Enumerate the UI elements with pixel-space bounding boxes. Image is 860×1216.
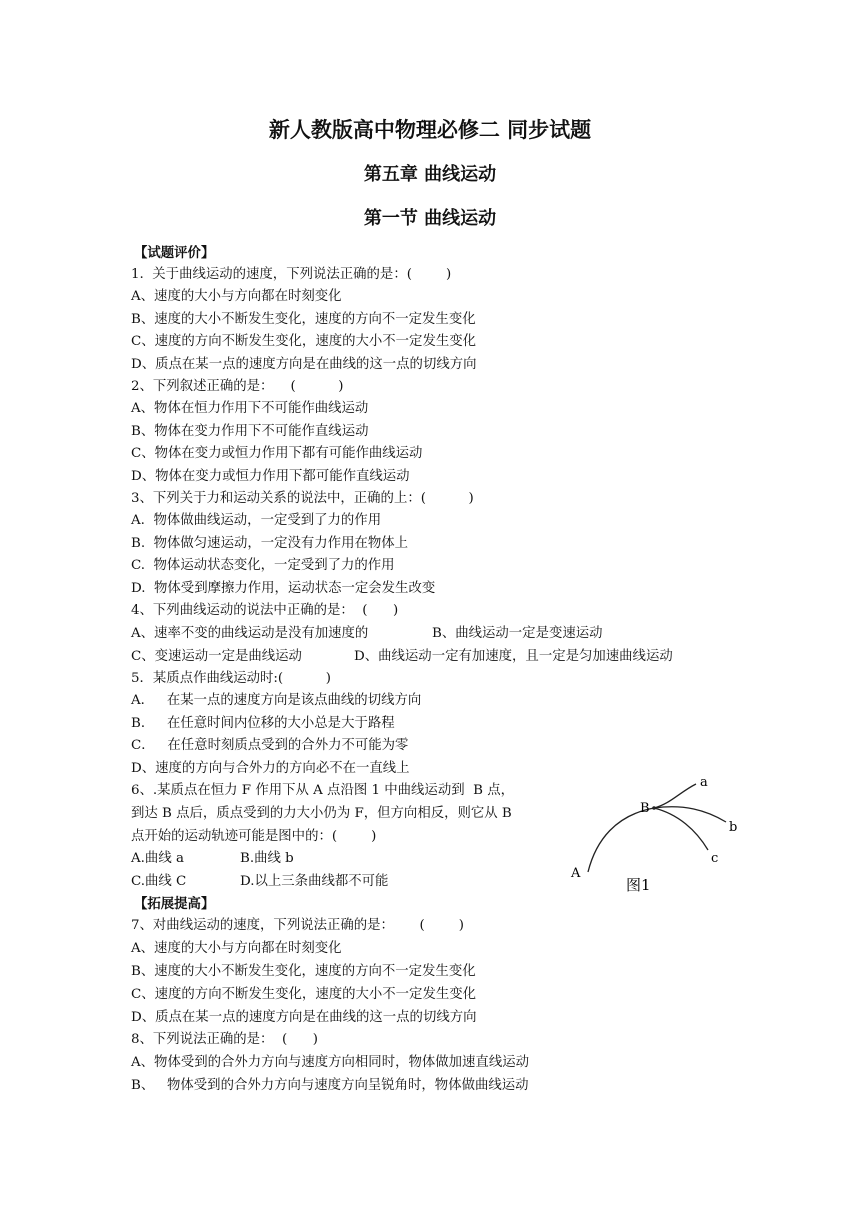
- question-6-line-2: 到达 B 点后，质点受到的力大小仍为 F，但方向相反，则它从 B: [131, 806, 512, 821]
- section-heading-evaluation: 【试题评价】: [134, 245, 215, 261]
- question-4-option-d: D、曲线运动一定有加速度，且一定是匀加速曲线运动: [354, 649, 673, 664]
- label-curve-a: a: [700, 775, 708, 790]
- question-1-option-c: C、速度的方向不断发生变化，速度的大小不一定发生变化: [131, 334, 477, 349]
- question-7-option-a: A、速度的大小与方向都在时刻变化: [131, 941, 342, 956]
- question-6-option-c: C.曲线 C: [131, 874, 187, 889]
- label-curve-c: c: [711, 851, 719, 866]
- curve-a: [654, 784, 696, 808]
- section-heading-extension: 【拓展提高】: [134, 896, 215, 912]
- question-4-stem: 4、下列曲线运动的说法中正确的是： ( ): [131, 603, 399, 618]
- figure-caption: 图1: [626, 876, 651, 894]
- question-3-stem: 3、下列关于力和运动关系的说法中，正确的上：( ): [131, 491, 474, 506]
- question-3-option-c: C. 物体运动状态变化，一定受到了力的作用: [131, 558, 395, 573]
- question-7-option-b: B、速度的大小不断发生变化，速度的方向不一定发生变化: [131, 964, 476, 979]
- question-1-option-d: D、质点在某一点的速度方向是在曲线的这一点的切线方向: [131, 357, 477, 372]
- question-5-option-b: B． 在任意时间内位移的大小总是大于路程: [131, 716, 395, 731]
- label-point-A: A: [571, 866, 581, 881]
- question-5-option-a: A． 在某一点的速度方向是该点曲线的切线方向: [131, 693, 422, 708]
- page-title: 新人教版高中物理必修二 同步试题: [268, 118, 592, 142]
- question-1-option-a: A、速度的大小与方向都在时刻变化: [131, 289, 342, 304]
- question-6-line-3: 点开始的运动轨迹可能是图中的：( ): [131, 829, 377, 844]
- question-2-option-a: A、物体在恒力作用下不可能作曲线运动: [131, 401, 369, 416]
- question-4-option-a: A、速率不变的曲线运动是没有加速度的: [131, 626, 369, 641]
- question-8-option-b: B、 物体受到的合外力方向与速度方向呈锐角时，物体做曲线运动: [131, 1078, 529, 1093]
- curve-b: [654, 807, 726, 822]
- question-5-stem: 5．某质点作曲线运动时:( ): [131, 671, 331, 686]
- curve-c: [654, 808, 708, 850]
- label-curve-b: b: [729, 820, 738, 835]
- question-6-option-a: A.曲线 a: [131, 851, 184, 866]
- question-2-option-c: C、物体在变力或恒力作用下都有可能作曲线运动: [131, 446, 423, 461]
- point-b-marker: [652, 806, 656, 810]
- question-5-option-d: D、速度的方向与合外力的方向必不在一直线上: [131, 761, 410, 776]
- question-1-option-b: B、速度的大小不断发生变化，速度的方向不一定发生变化: [131, 312, 476, 327]
- chapter-title: 第五章 曲线运动: [363, 164, 497, 185]
- question-7-option-d: D、质点在某一点的速度方向是在曲线的这一点的切线方向: [131, 1010, 477, 1025]
- question-2-option-b: B、物体在变力作用下不可能作直线运动: [131, 424, 369, 439]
- question-6-option-b: B.曲线 b: [240, 851, 294, 866]
- question-3-option-d: D. 物体受到摩擦力作用，运动状态一定会发生改变: [131, 581, 436, 596]
- question-4-option-b: B、曲线运动一定是变速运动: [432, 626, 603, 641]
- question-7-stem: 7、对曲线运动的速度，下列说法正确的是： ( ): [131, 918, 464, 933]
- trajectory-curve-a-to-b: [588, 808, 654, 872]
- question-7-option-c: C、速度的方向不断发生变化，速度的大小不一定发生变化: [131, 987, 477, 1002]
- question-6-line-1: 6、.某质点在恒力 F 作用下从 A 点沿图 1 中曲线运动到 B 点，: [131, 783, 514, 798]
- label-point-B: B: [640, 801, 650, 816]
- question-2-stem: 2、下列叙述正确的是： ( ): [131, 379, 344, 394]
- question-6-option-d: D.以上三条曲线都不可能: [240, 874, 389, 889]
- question-4-option-c: C、变速运动一定是曲线运动: [131, 649, 302, 664]
- question-3-option-b: B. 物体做匀速运动，一定没有力作用在物体上: [131, 536, 409, 551]
- question-3-option-a: A. 物体做曲线运动，一定受到了力的作用: [131, 513, 382, 528]
- section-title: 第一节 曲线运动: [363, 208, 497, 229]
- question-5-option-c: C． 在任意时刻质点受到的合外力不可能为零: [131, 738, 409, 753]
- question-8-stem: 8、下列说法正确的是： ( ): [131, 1032, 318, 1047]
- question-8-option-a: A、物体受到的合外力方向与速度方向相同时，物体做加速直线运动: [131, 1055, 529, 1070]
- figure-1-trajectory-diagram: [566, 770, 756, 900]
- question-2-option-d: D、物体在变力或恒力作用下都可能作直线运动: [131, 469, 410, 484]
- question-1-stem: 1. 关于曲线运动的速度，下列说法正确的是：( ): [131, 267, 452, 282]
